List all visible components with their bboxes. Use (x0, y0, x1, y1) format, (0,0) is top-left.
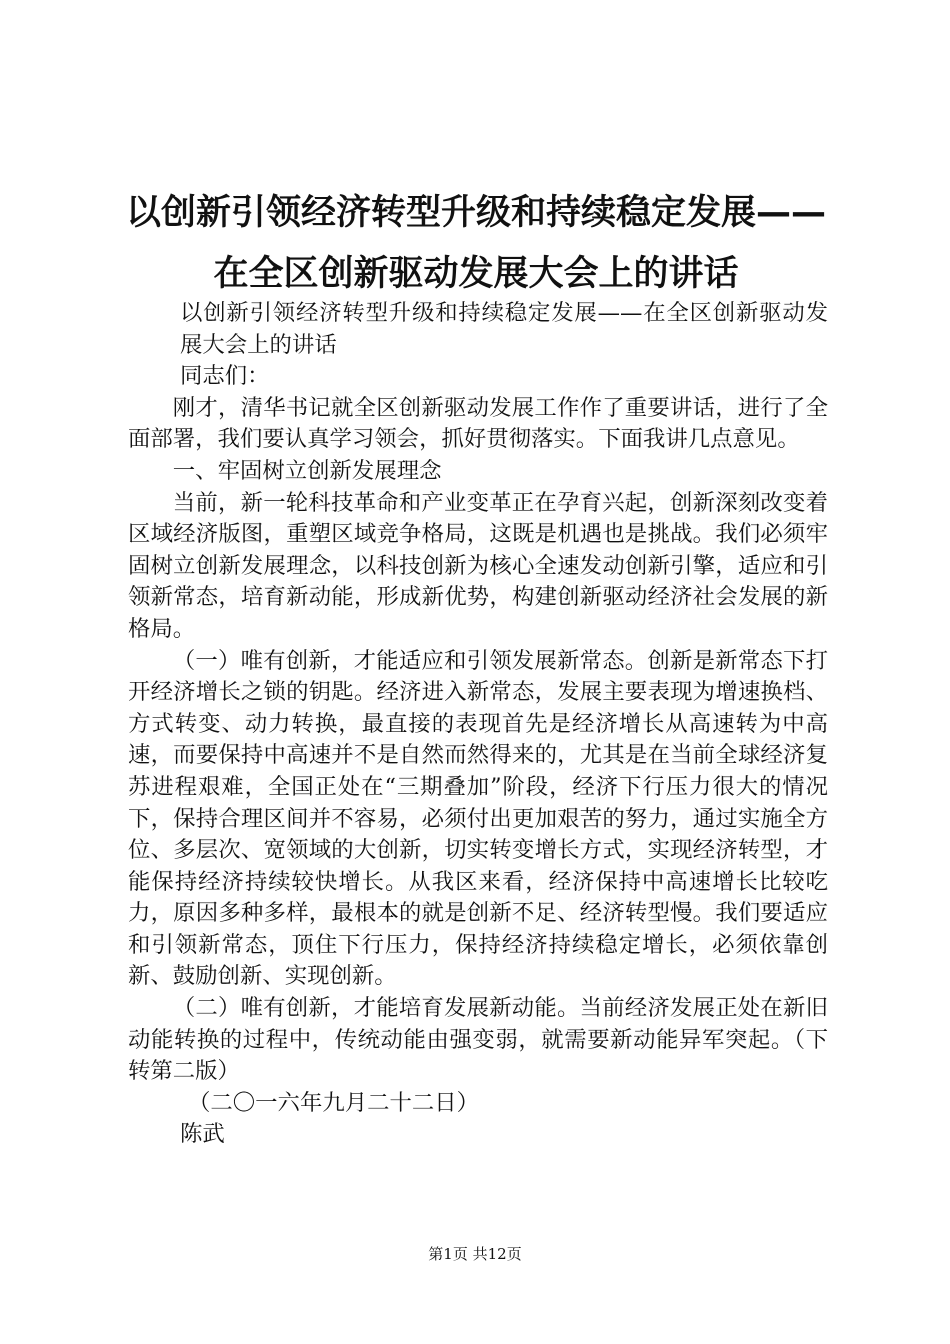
page-footer: 第1页 共12页 (428, 1245, 522, 1263)
section-heading-1: 一、牢固树立创新发展理念 (172, 457, 442, 484)
paragraph-intro: 刚才，清华书记就全区创新驱动发展工作作了重要讲话，进行了全面部署，我们要认真学习领会，抓好贯彻落实。下面我讲几点意见。 (128, 394, 828, 453)
document-body (128, 298, 828, 1151)
speech-author: 陈武 (180, 1121, 225, 1148)
salutation: 同志们： (180, 363, 270, 390)
paragraph-point-1: （一）唯有创新，才能适应和引领发展新常态。创新是新常态下打开经济增长之锁的钥匙。经济进入新常态，发展主要表现为增速换档、方式转变、动力转换，最直接的表现首先是经济增长从高速转为中高速，而要保持中高速并不是自然而然得来的，尤其是在当前全球经济复苏进程艰难，全国正处在“三期叠加”阶段，经济下行压力很大的情况下，保持合理区间并不容易，必须付出更加艰苦的努力，通过实施全方位、多层次、宽领域的大创新，切实转变增长方式，实现经济转型，才能保持经济持续较快增长。从我区来看，经济保持中高速增长比较吃力，原因多种多样，最根本的就是创新不足、经济转型慢。我们要适应和引领新常态，顶住下行压力，保持经济持续稳定增长，必须依靠创新、鼓励创新、实现创新。 (128, 647, 828, 990)
paragraph-point-2: （二）唯有创新，才能培育发展新动能。当前经济发展正处在新旧动能转换的过程中，传统动能由强变弱，就需要新动能异军突起。（下转第二版） (128, 995, 828, 1085)
document-title-line-2: 在全区创新驱动发展大会上的讲话 (213, 254, 739, 294)
document-subtitle: 以创新引领经济转型升级和持续稳定发展——在全区创新驱动发展大会上的讲话 (180, 300, 828, 358)
document-title-line-1: 以创新引领经济转型升级和持续稳定发展—— (125, 193, 826, 233)
paragraph-current-situation: 当前，新一轮科技革命和产业变革正在孕育兴起，创新深刻改变着区域经济版图，重塑区域竞争格局，这既是机遇也是挑战。我们必须牢固树立创新发展理念，以科技创新为核心全速发动创新引擎，适应和引领新常态，培育新动能，形成新优势，构建创新驱动经济社会发展的新格局。 (128, 489, 828, 642)
speech-date: （二〇一六年九月二十二日） (188, 1089, 480, 1116)
